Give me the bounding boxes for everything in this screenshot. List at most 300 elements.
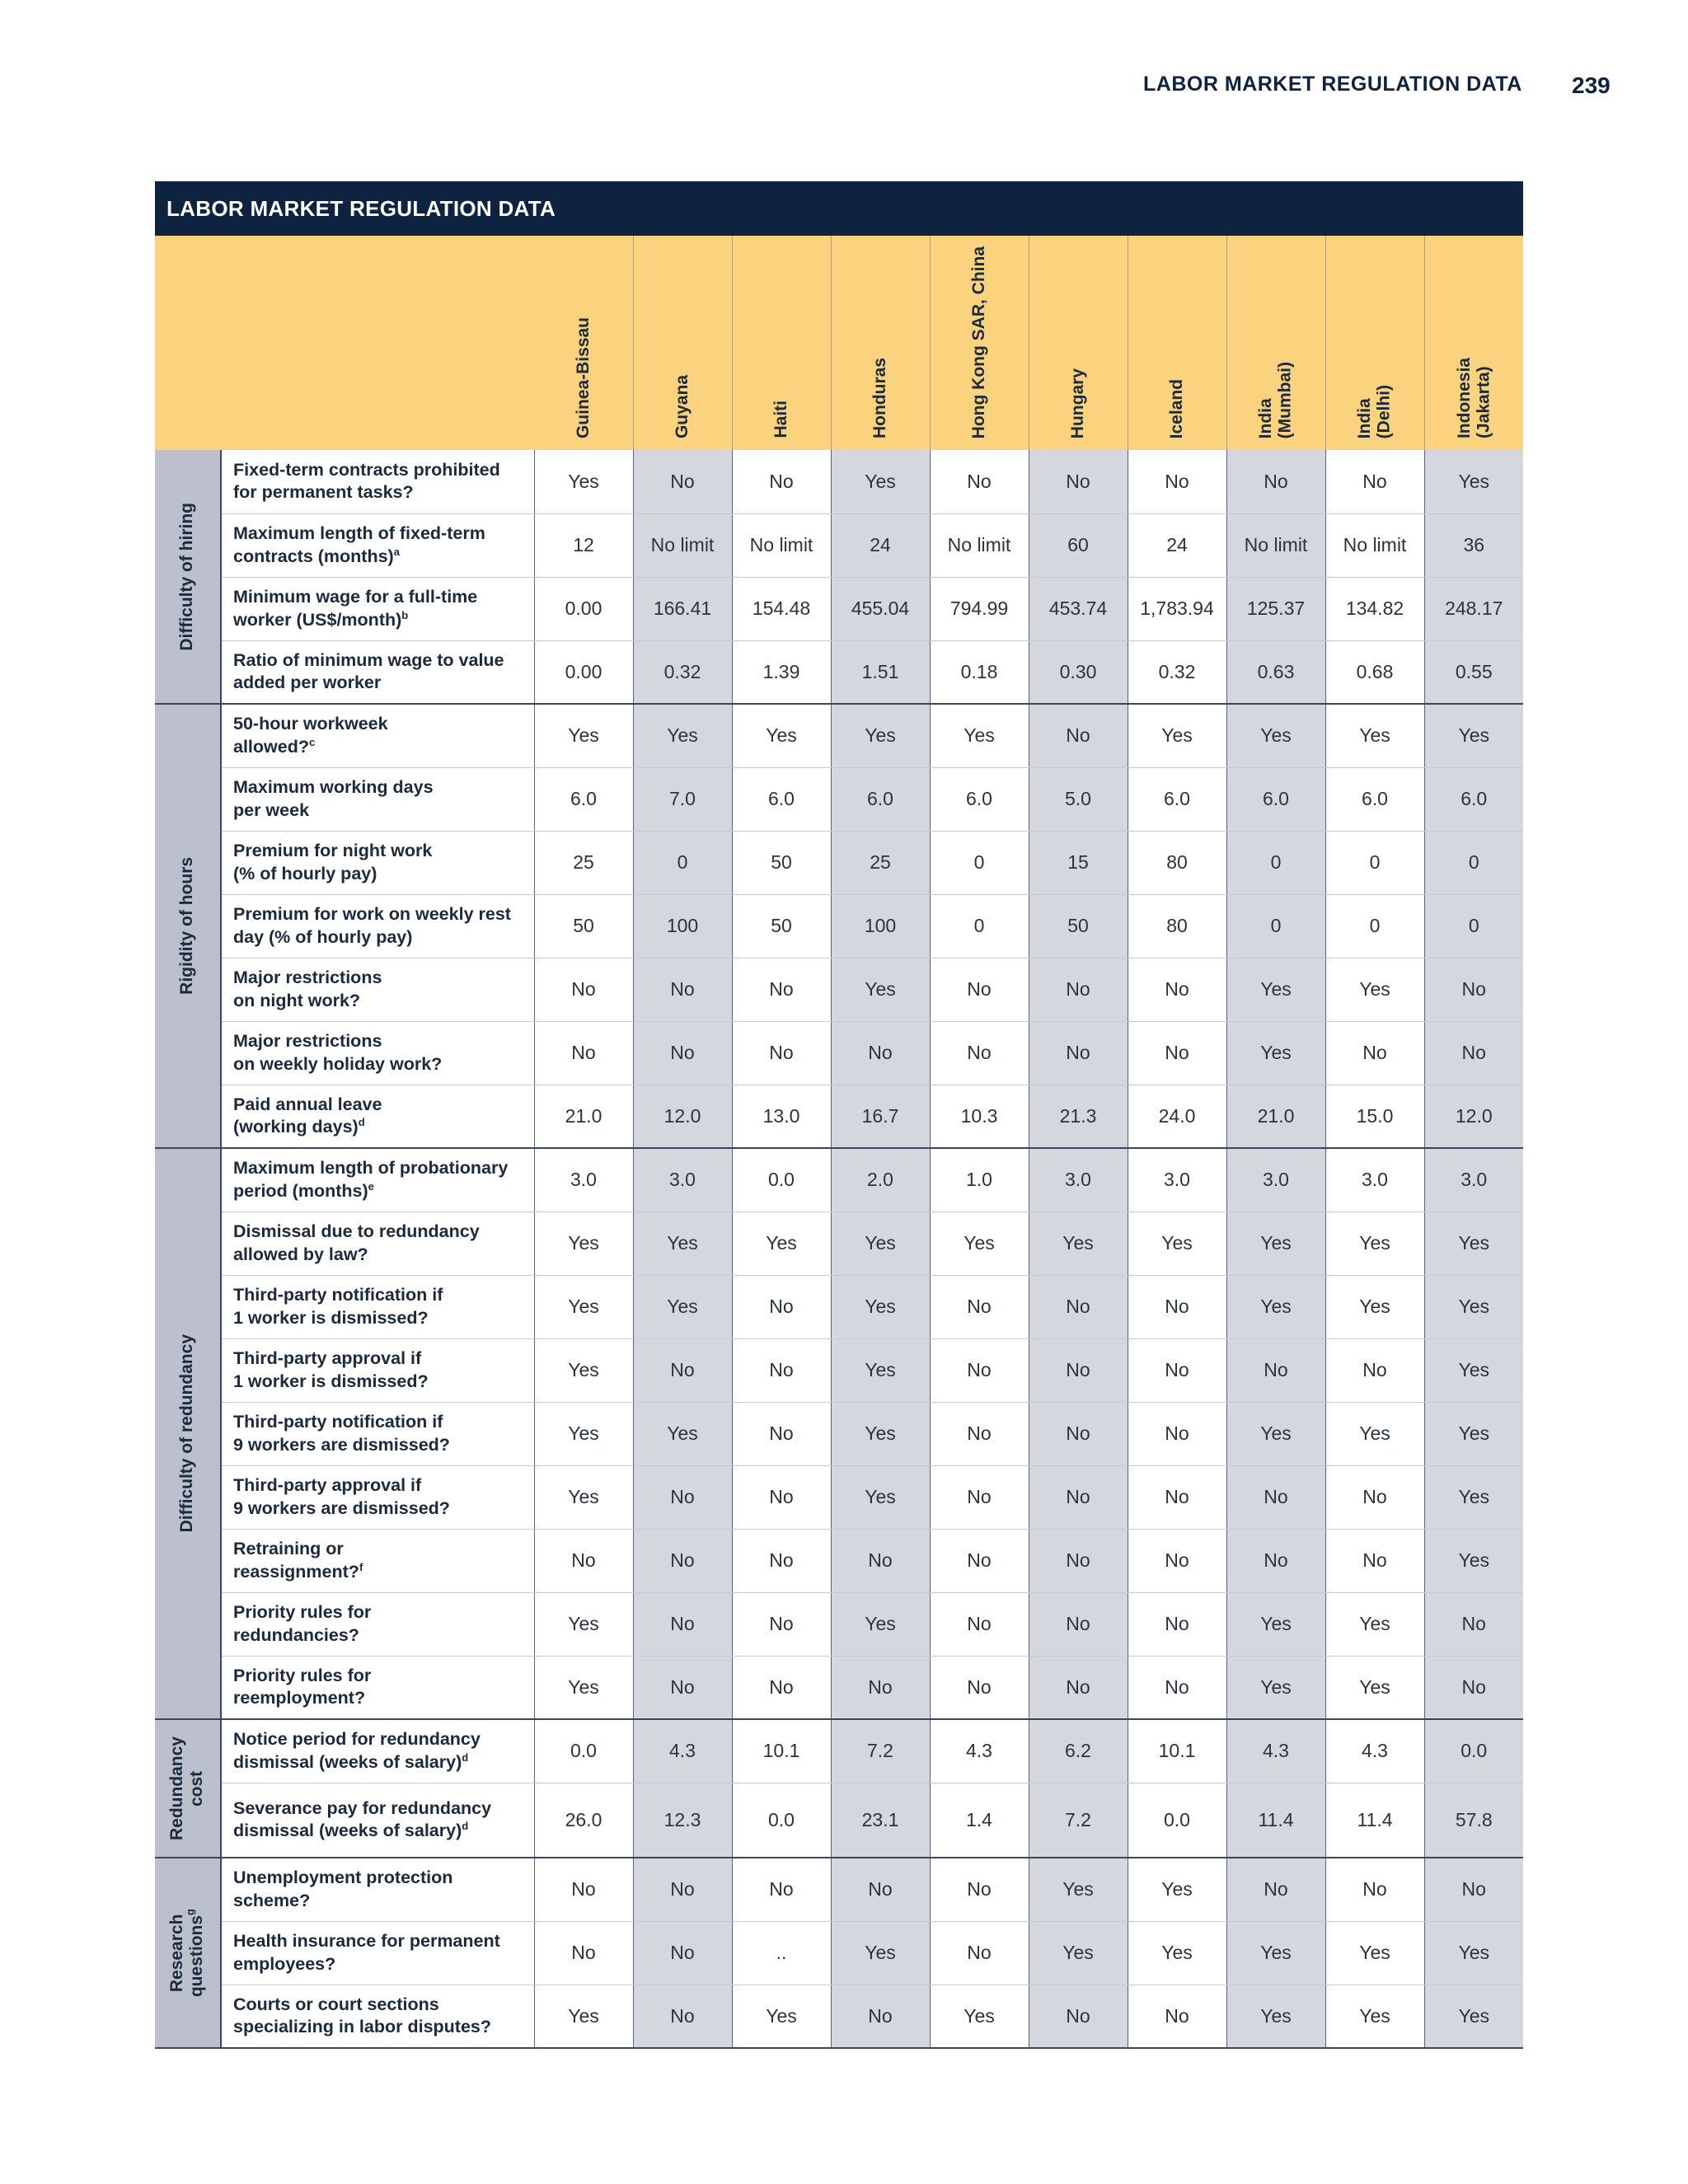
- table-row: [155, 767, 1523, 831]
- column-header: [831, 236, 930, 450]
- table-row: [155, 1212, 1523, 1275]
- value-cell: No: [732, 1021, 831, 1085]
- value-cell: 0: [1226, 831, 1325, 894]
- value-cell: 12.0: [633, 1085, 732, 1148]
- column-subname: (Jakarta): [1474, 366, 1493, 438]
- question-line2: per week: [233, 799, 310, 820]
- value-cell: No: [633, 1338, 732, 1402]
- category-label-line1: Rigidity of hours: [177, 857, 197, 995]
- value-cell: 154.48: [732, 577, 831, 640]
- question-line2: allowed by law?: [233, 1244, 368, 1264]
- value-cell: 6.0: [1424, 767, 1523, 831]
- category-label: [167, 1909, 207, 1997]
- category-label: [177, 1334, 197, 1532]
- value-cell: No: [732, 1338, 831, 1402]
- table-row: [155, 577, 1523, 640]
- question-line2: 9 workers are dismissed?: [233, 1497, 450, 1518]
- value-cell: Yes: [831, 958, 930, 1021]
- value-cell: 21.0: [534, 1085, 633, 1148]
- value-cell: Yes: [732, 704, 831, 767]
- value-cell: Yes: [534, 450, 633, 513]
- column-header-label: [574, 317, 593, 438]
- value-cell: Yes: [1226, 704, 1325, 767]
- value-cell: 10.1: [732, 1719, 831, 1783]
- category-label-line1: Redundancy: [167, 1736, 187, 1841]
- value-cell: 0: [1325, 831, 1424, 894]
- value-cell: Yes: [1325, 1592, 1424, 1656]
- value-cell: Yes: [732, 1985, 831, 2048]
- row-question: [221, 1858, 534, 1921]
- table-row: [155, 1275, 1523, 1338]
- row-question: [221, 640, 534, 704]
- value-cell: Yes: [1424, 1212, 1523, 1275]
- value-cell: No: [1029, 1592, 1128, 1656]
- value-cell: 13.0: [732, 1085, 831, 1148]
- value-cell: Yes: [1325, 1275, 1424, 1338]
- value-cell: No: [633, 1021, 732, 1085]
- value-cell: 7.2: [1029, 1783, 1128, 1858]
- value-cell: 6.0: [732, 767, 831, 831]
- value-cell: No: [633, 1529, 732, 1592]
- value-cell: No: [1128, 1402, 1226, 1465]
- value-cell: Yes: [1226, 1921, 1325, 1985]
- value-cell: No: [1128, 1985, 1226, 2048]
- question-line1: Third-party approval if: [233, 1474, 422, 1495]
- value-cell: 0.63: [1226, 640, 1325, 704]
- value-cell: 794.99: [930, 577, 1029, 640]
- value-cell: No: [930, 1529, 1029, 1592]
- value-cell: Yes: [1424, 1985, 1523, 2048]
- value-cell: No: [831, 1021, 930, 1085]
- table-row: [155, 1783, 1523, 1858]
- value-cell: Yes: [831, 450, 930, 513]
- value-cell: 6.0: [534, 767, 633, 831]
- question-line1: Maximum length of probationary: [233, 1158, 509, 1179]
- value-cell: ..: [732, 1921, 831, 1985]
- column-name: India: [1355, 397, 1375, 438]
- value-cell: No: [1029, 450, 1128, 513]
- value-cell: No: [831, 1656, 930, 1719]
- value-cell: No: [534, 1021, 633, 1085]
- column-name: Iceland: [1167, 378, 1187, 438]
- value-cell: Yes: [1424, 1529, 1523, 1592]
- question-line2: reemployment?: [233, 1688, 366, 1708]
- value-cell: Yes: [633, 1402, 732, 1465]
- value-cell: No: [633, 1465, 732, 1529]
- value-cell: 12.0: [1424, 1085, 1523, 1148]
- value-cell: Yes: [1325, 958, 1424, 1021]
- question-line2: added per worker: [233, 673, 382, 693]
- table-row: [155, 1529, 1523, 1592]
- value-cell: Yes: [1424, 704, 1523, 767]
- value-cell: No: [1029, 1529, 1128, 1592]
- value-cell: 4.3: [633, 1719, 732, 1783]
- question-line1: Maximum length of fixed-term: [233, 523, 485, 543]
- table-row: [155, 640, 1523, 704]
- value-cell: 4.3: [1325, 1719, 1424, 1783]
- column-header-label: [771, 401, 791, 438]
- value-cell: 50: [1029, 894, 1128, 958]
- value-cell: 12.3: [633, 1783, 732, 1858]
- running-head: LABOR MARKET REGULATION DATA: [1143, 73, 1522, 96]
- table-row: [155, 1148, 1523, 1212]
- column-subname: (Delhi): [1375, 384, 1394, 438]
- value-cell: No: [1325, 1021, 1424, 1085]
- value-cell: 15.0: [1325, 1085, 1424, 1148]
- row-question: [221, 1719, 534, 1783]
- value-cell: No: [732, 958, 831, 1021]
- value-cell: 3.0: [1424, 1148, 1523, 1212]
- value-cell: 1.51: [831, 640, 930, 704]
- value-cell: 10.3: [930, 1085, 1029, 1148]
- value-cell: No limit: [633, 513, 732, 577]
- value-cell: Yes: [1424, 1465, 1523, 1529]
- value-cell: Yes: [1325, 1921, 1424, 1985]
- value-cell: 0: [633, 831, 732, 894]
- value-cell: No: [930, 1592, 1029, 1656]
- value-cell: Yes: [1226, 1656, 1325, 1719]
- value-cell: No: [534, 958, 633, 1021]
- value-cell: 0.00: [534, 577, 633, 640]
- value-cell: Yes: [1226, 1402, 1325, 1465]
- category-cell: [155, 450, 221, 704]
- row-question: [221, 831, 534, 894]
- value-cell: Yes: [831, 1592, 930, 1656]
- value-cell: No: [1029, 1338, 1128, 1402]
- value-cell: 1.39: [732, 640, 831, 704]
- column-name: Indonesia: [1454, 357, 1474, 438]
- table-row: [155, 1656, 1523, 1719]
- footnote-marker: d: [462, 1820, 469, 1833]
- table-title: LABOR MARKET REGULATION DATA: [155, 181, 1523, 236]
- value-cell: 125.37: [1226, 577, 1325, 640]
- value-cell: 6.0: [831, 767, 930, 831]
- value-cell: Yes: [831, 1275, 930, 1338]
- row-question: [221, 577, 534, 640]
- column-name: Haiti: [771, 401, 791, 438]
- value-cell: Yes: [1029, 1858, 1128, 1921]
- table-row: [155, 1592, 1523, 1656]
- value-cell: No: [1325, 1858, 1424, 1921]
- value-cell: No: [732, 1402, 831, 1465]
- value-cell: 0.18: [930, 640, 1029, 704]
- value-cell: Yes: [1226, 1275, 1325, 1338]
- column-header: [1325, 236, 1424, 450]
- question-line1: 50-hour workweek: [233, 714, 388, 734]
- column-header-label: [1455, 358, 1493, 438]
- row-question: [221, 450, 534, 513]
- value-cell: Yes: [930, 1212, 1029, 1275]
- question-line1: Third-party notification if: [233, 1284, 443, 1305]
- value-cell: No: [1424, 1021, 1523, 1085]
- row-question: [221, 894, 534, 958]
- column-header: [1424, 236, 1523, 450]
- question-line1: Third-party notification if: [233, 1411, 443, 1432]
- value-cell: 0.0: [732, 1148, 831, 1212]
- value-cell: No: [1029, 1021, 1128, 1085]
- value-cell: Yes: [1029, 1212, 1128, 1275]
- value-cell: 21.3: [1029, 1085, 1128, 1148]
- value-cell: 6.0: [1128, 767, 1226, 831]
- value-cell: 57.8: [1424, 1783, 1523, 1858]
- category-cell: [155, 1858, 221, 2048]
- category-label: [167, 1736, 207, 1840]
- page-number: 239: [1572, 73, 1611, 98]
- value-cell: 6.2: [1029, 1719, 1128, 1783]
- value-cell: Yes: [930, 704, 1029, 767]
- value-cell: No: [633, 1656, 732, 1719]
- value-cell: 1.4: [930, 1783, 1029, 1858]
- value-cell: 6.0: [1226, 767, 1325, 831]
- question-line1: Minimum wage for a full-time: [233, 586, 478, 607]
- question-line2: allowed?: [233, 736, 309, 757]
- value-cell: No: [930, 1021, 1029, 1085]
- value-cell: 134.82: [1325, 577, 1424, 640]
- value-cell: Yes: [534, 1212, 633, 1275]
- value-cell: 50: [534, 894, 633, 958]
- column-header-label: [673, 375, 692, 438]
- value-cell: Yes: [1424, 1275, 1523, 1338]
- value-cell: 24: [1128, 513, 1226, 577]
- question-line1: Premium for work on weekly rest: [233, 903, 511, 924]
- value-cell: 25: [534, 831, 633, 894]
- value-cell: No: [1325, 1465, 1424, 1529]
- question-line2: period (months): [233, 1180, 368, 1201]
- question-line1: Premium for night work: [233, 840, 433, 860]
- table-row: [155, 704, 1523, 767]
- value-cell: No: [1424, 958, 1523, 1021]
- row-question: [221, 1465, 534, 1529]
- column-name: Honduras: [870, 357, 890, 438]
- table-row: [155, 1719, 1523, 1783]
- value-cell: Yes: [1424, 450, 1523, 513]
- value-cell: Yes: [831, 1212, 930, 1275]
- value-cell: No: [930, 1921, 1029, 1985]
- value-cell: 50: [732, 831, 831, 894]
- value-cell: 0: [1226, 894, 1325, 958]
- column-name: Hungary: [1068, 368, 1088, 438]
- value-cell: No: [1029, 1985, 1128, 2048]
- value-cell: No limit: [1325, 513, 1424, 577]
- value-cell: No: [930, 1402, 1029, 1465]
- category-label-line1: Difficulty of redundancy: [177, 1334, 197, 1533]
- question-line1: Notice period for redundancy: [233, 1729, 481, 1750]
- value-cell: Yes: [534, 1402, 633, 1465]
- question-line2: redundancies?: [233, 1624, 359, 1645]
- value-cell: Yes: [534, 1338, 633, 1402]
- value-cell: Yes: [1325, 1402, 1424, 1465]
- footnote-marker: d: [462, 1750, 469, 1764]
- value-cell: 1.0: [930, 1148, 1029, 1212]
- value-cell: No: [732, 1529, 831, 1592]
- value-cell: No: [1226, 1465, 1325, 1529]
- value-cell: Yes: [1128, 1212, 1226, 1275]
- value-cell: 166.41: [633, 577, 732, 640]
- value-cell: 4.3: [1226, 1719, 1325, 1783]
- value-cell: No: [1128, 1592, 1226, 1656]
- value-cell: Yes: [534, 1656, 633, 1719]
- value-cell: No: [930, 958, 1029, 1021]
- value-cell: No: [831, 1529, 930, 1592]
- value-cell: Yes: [1325, 704, 1424, 767]
- row-question: [221, 1783, 534, 1858]
- value-cell: 21.0: [1226, 1085, 1325, 1148]
- value-cell: 5.0: [1029, 767, 1128, 831]
- value-cell: 455.04: [831, 577, 930, 640]
- value-cell: No: [1128, 1275, 1226, 1338]
- value-cell: Yes: [534, 1465, 633, 1529]
- value-cell: Yes: [1424, 1921, 1523, 1985]
- data-table: [155, 236, 1523, 2049]
- question-line2: 1 worker is dismissed?: [233, 1307, 429, 1328]
- value-cell: 0.32: [1128, 640, 1226, 704]
- value-cell: No: [732, 1858, 831, 1921]
- value-cell: 11.4: [1226, 1783, 1325, 1858]
- value-cell: Yes: [831, 704, 930, 767]
- value-cell: No: [1029, 1275, 1128, 1338]
- question-line1: Priority rules for: [233, 1601, 372, 1622]
- value-cell: 0.0: [534, 1719, 633, 1783]
- row-question: [221, 513, 534, 577]
- value-cell: Yes: [633, 704, 732, 767]
- value-cell: 3.0: [1325, 1148, 1424, 1212]
- value-cell: 4.3: [930, 1719, 1029, 1783]
- value-cell: Yes: [1424, 1338, 1523, 1402]
- row-question: [221, 1085, 534, 1148]
- value-cell: Yes: [534, 1592, 633, 1656]
- question-line2: 9 workers are dismissed?: [233, 1434, 450, 1455]
- question-line1: Major restrictions: [233, 967, 382, 987]
- value-cell: 3.0: [633, 1148, 732, 1212]
- value-cell: No: [732, 1465, 831, 1529]
- table-row: [155, 1858, 1523, 1921]
- value-cell: 23.1: [831, 1783, 930, 1858]
- column-header-label: [1167, 379, 1187, 438]
- question-line2: (working days): [233, 1117, 359, 1137]
- value-cell: 80: [1128, 894, 1226, 958]
- row-question: [221, 1338, 534, 1402]
- value-cell: No: [633, 1592, 732, 1656]
- value-cell: 24.0: [1128, 1085, 1226, 1148]
- column-header-label: [1355, 385, 1394, 438]
- value-cell: 0: [1424, 831, 1523, 894]
- table-row: [155, 958, 1523, 1021]
- question-line2: 1 worker is dismissed?: [233, 1371, 429, 1391]
- header-blank: [221, 236, 534, 450]
- value-cell: Yes: [534, 704, 633, 767]
- question-line1: Third-party approval if: [233, 1347, 422, 1368]
- value-cell: Yes: [1226, 1592, 1325, 1656]
- value-cell: No: [633, 1858, 732, 1921]
- value-cell: 0.0: [1128, 1783, 1226, 1858]
- value-cell: 100: [831, 894, 930, 958]
- value-cell: No: [534, 1921, 633, 1985]
- value-cell: 26.0: [534, 1783, 633, 1858]
- category-cell: [155, 704, 221, 1148]
- value-cell: Yes: [1226, 958, 1325, 1021]
- value-cell: 12: [534, 513, 633, 577]
- value-cell: No: [930, 1465, 1029, 1529]
- value-cell: No: [1226, 450, 1325, 513]
- column-header: [732, 236, 831, 450]
- column-header: [633, 236, 732, 450]
- column-header-label: [969, 246, 989, 438]
- value-cell: Yes: [534, 1275, 633, 1338]
- question-line1: Priority rules for: [233, 1665, 372, 1685]
- value-cell: No: [1424, 1656, 1523, 1719]
- question-line1: Unemployment protection: [233, 1868, 453, 1888]
- value-cell: No: [633, 450, 732, 513]
- column-name: Guyana: [673, 374, 692, 438]
- value-cell: 25: [831, 831, 930, 894]
- row-question: [221, 1275, 534, 1338]
- column-name: Guinea-Bissau: [574, 316, 593, 438]
- value-cell: No: [1424, 1592, 1523, 1656]
- question-line2: day (% of hourly pay): [233, 926, 413, 947]
- value-cell: No: [930, 1275, 1029, 1338]
- value-cell: 60: [1029, 513, 1128, 577]
- question-line2: employees?: [233, 1953, 336, 1974]
- value-cell: No: [1226, 1338, 1325, 1402]
- question-line2: contracts (months): [233, 546, 394, 566]
- value-cell: Yes: [633, 1275, 732, 1338]
- value-cell: No: [534, 1529, 633, 1592]
- value-cell: No: [633, 1921, 732, 1985]
- value-cell: No: [1128, 450, 1226, 513]
- category-label-line1: Difficulty of hiring: [177, 502, 197, 651]
- value-cell: 0.0: [1424, 1719, 1523, 1783]
- column-header-label: [1256, 362, 1295, 438]
- value-cell: Yes: [1325, 1985, 1424, 2048]
- category-label-line2: cost: [187, 1770, 207, 1807]
- value-cell: 50: [732, 894, 831, 958]
- question-line2: on night work?: [233, 990, 361, 1010]
- value-cell: Yes: [1325, 1212, 1424, 1275]
- value-cell: No: [1128, 958, 1226, 1021]
- value-cell: 0: [930, 894, 1029, 958]
- value-cell: 0: [930, 831, 1029, 894]
- value-cell: 16.7: [831, 1085, 930, 1148]
- value-cell: No: [1226, 1529, 1325, 1592]
- value-cell: Yes: [1226, 1985, 1325, 2048]
- value-cell: Yes: [1128, 1921, 1226, 1985]
- table-row: [155, 1985, 1523, 2048]
- value-cell: No: [1029, 1402, 1128, 1465]
- value-cell: 0: [1424, 894, 1523, 958]
- question-line2: (% of hourly pay): [233, 863, 377, 883]
- value-cell: Yes: [1325, 1656, 1424, 1719]
- row-question: [221, 1529, 534, 1592]
- value-cell: No: [930, 1338, 1029, 1402]
- value-cell: No: [1128, 1529, 1226, 1592]
- header-blank: [155, 236, 221, 450]
- value-cell: 100: [633, 894, 732, 958]
- value-cell: 0.00: [534, 640, 633, 704]
- footnote-marker: d: [358, 1116, 365, 1129]
- value-cell: 36: [1424, 513, 1523, 577]
- row-question: [221, 1148, 534, 1212]
- value-cell: 0.30: [1029, 640, 1128, 704]
- value-cell: No: [1325, 450, 1424, 513]
- table-row: [155, 1338, 1523, 1402]
- footnote-marker: a: [393, 545, 400, 558]
- value-cell: 6.0: [930, 767, 1029, 831]
- value-cell: 7.0: [633, 767, 732, 831]
- value-cell: Yes: [930, 1985, 1029, 2048]
- value-cell: No: [1029, 1465, 1128, 1529]
- value-cell: No: [1029, 704, 1128, 767]
- value-cell: No: [831, 1858, 930, 1921]
